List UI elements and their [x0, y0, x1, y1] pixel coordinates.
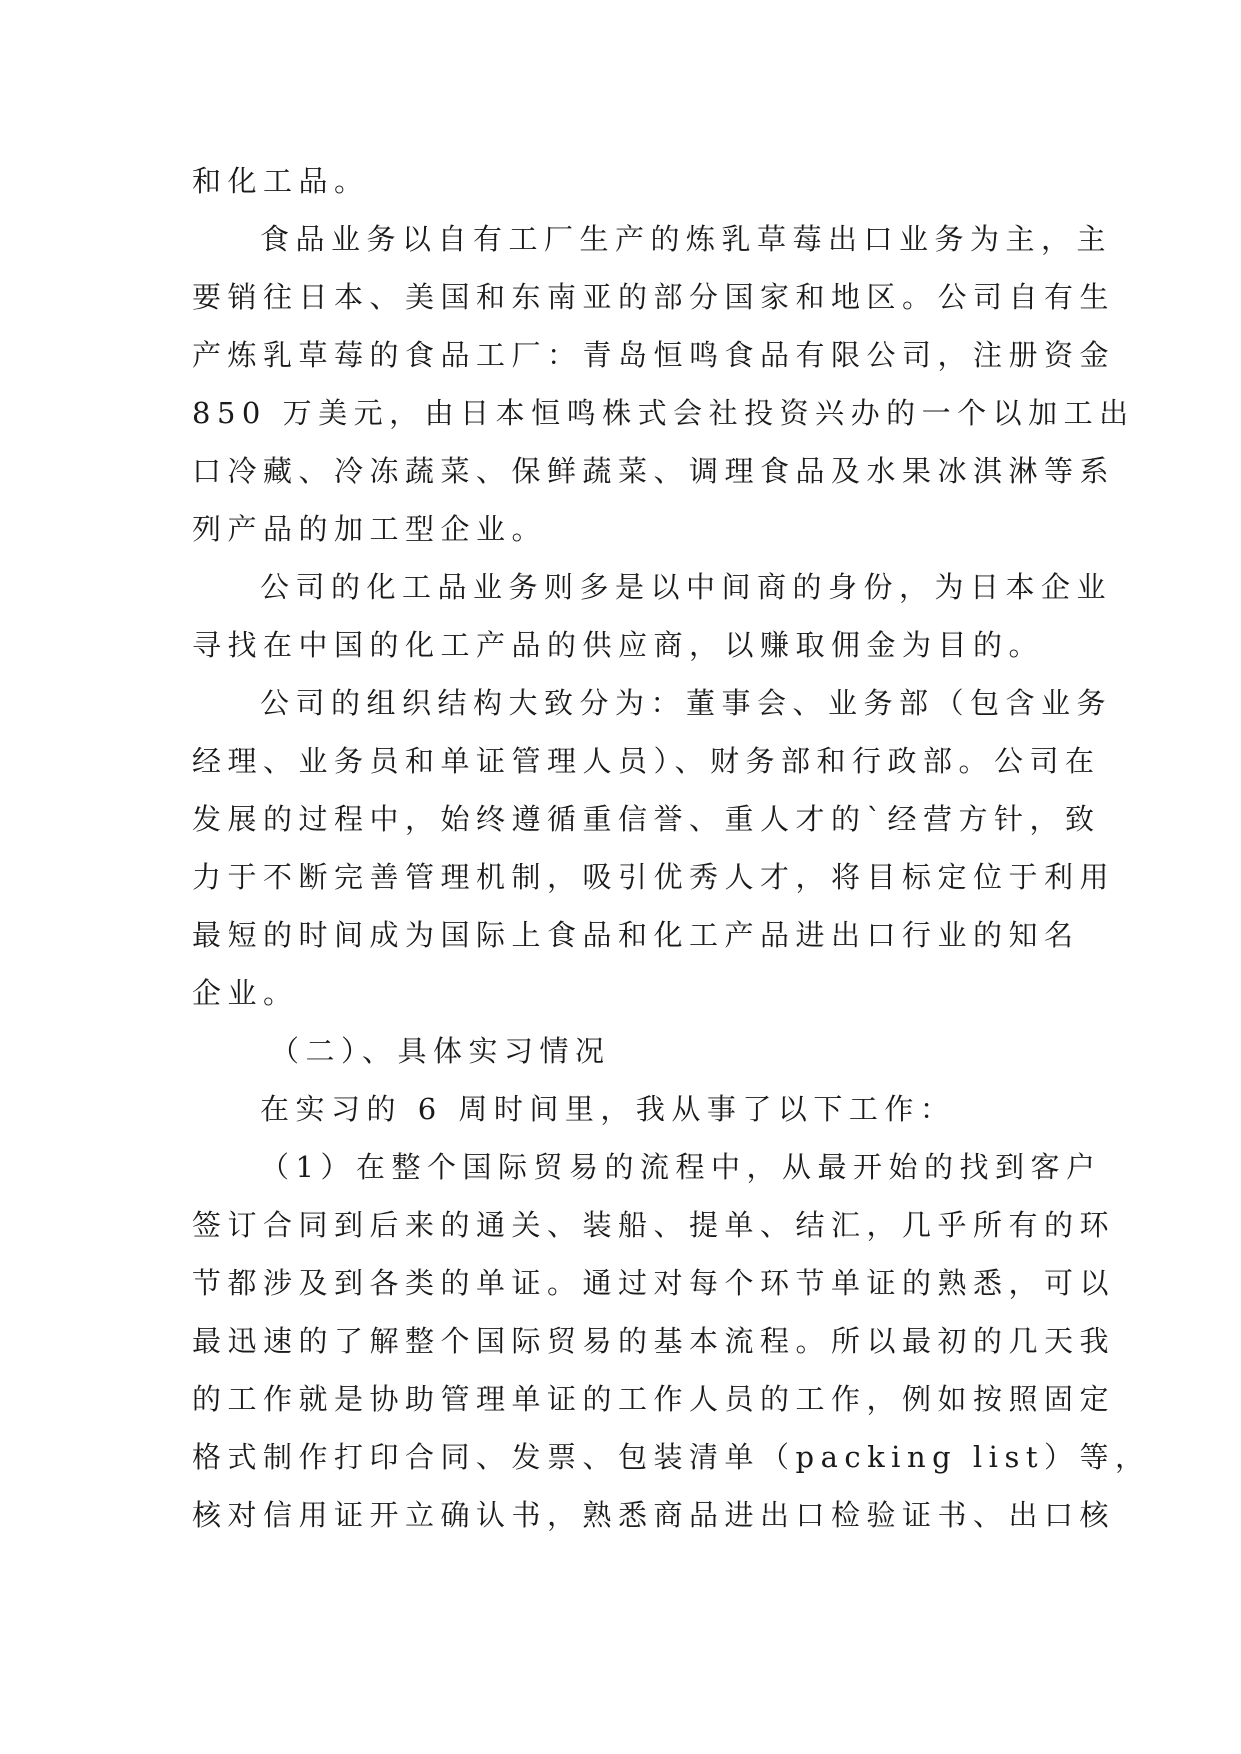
text-line: 企业。 — [192, 976, 299, 1010]
document-body — [192, 152, 1151, 1544]
text-line: 格式制作打印合同、发票、包装清单（packing list）等， — [192, 1440, 1151, 1474]
text-line: 的工作就是协助管理单证的工作人员的工作，例如按照固定 — [192, 1382, 1116, 1416]
text-line: 口冷藏、冷冻蔬菜、保鲜蔬菜、调理食品及水果冰淇淋等系 — [192, 454, 1116, 488]
section-heading: （二）、具体实习情况 — [270, 1034, 611, 1068]
text-line: 要销往日本、美国和东南亚的部分国家和地区。公司自有生 — [192, 280, 1116, 314]
text-line: 公司的组织结构大致分为：董事会、业务部（包含业务 — [260, 686, 1113, 720]
text-line: 经理、业务员和单证管理人员）、财务部和行政部。公司在 — [192, 744, 1101, 778]
text-line: 和化工品。 — [192, 164, 370, 198]
text-line: 公司的化工品业务则多是以中间商的身份，为日本企业 — [260, 570, 1113, 604]
text-line: （1）在整个国际贸易的流程中，从最开始的找到客户 — [260, 1150, 1102, 1184]
text-line: 最短的时间成为国际上食品和化工产品进出口行业的知名 — [192, 918, 1080, 952]
text-line: 发展的过程中，始终遵循重信誉、重人才的`经营方针，致 — [192, 802, 1101, 836]
text-line: 寻找在中国的化工产品的供应商，以赚取佣金为目的。 — [192, 628, 1045, 662]
text-line: 节都涉及到各类的单证。通过对每个环节单证的熟悉，可以 — [192, 1266, 1116, 1300]
text-line: 核对信用证开立确认书，熟悉商品进出口检验证书、出口核 — [192, 1498, 1116, 1532]
text-line: 产炼乳草莓的食品工厂：青岛恒鸣食品有限公司，注册资金 — [192, 338, 1116, 372]
text-line: 签订合同到后来的通关、装船、提单、结汇，几乎所有的环 — [192, 1208, 1116, 1242]
text-line: 列产品的加工型企业。 — [192, 512, 548, 546]
text-line: 力于不断完善管理机制，吸引优秀人才，将目标定位于利用 — [192, 860, 1116, 894]
text-line: 850 万美元，由日本恒鸣株式会社投资兴办的一个以加工出 — [192, 396, 1135, 430]
text-line: 在实习的 6 周时间里，我从事了以下工作： — [260, 1092, 956, 1126]
text-line: 食品业务以自有工厂生产的炼乳草莓出口业务为主，主 — [260, 222, 1113, 256]
text-line: 最迅速的了解整个国际贸易的基本流程。所以最初的几天我 — [192, 1324, 1116, 1358]
